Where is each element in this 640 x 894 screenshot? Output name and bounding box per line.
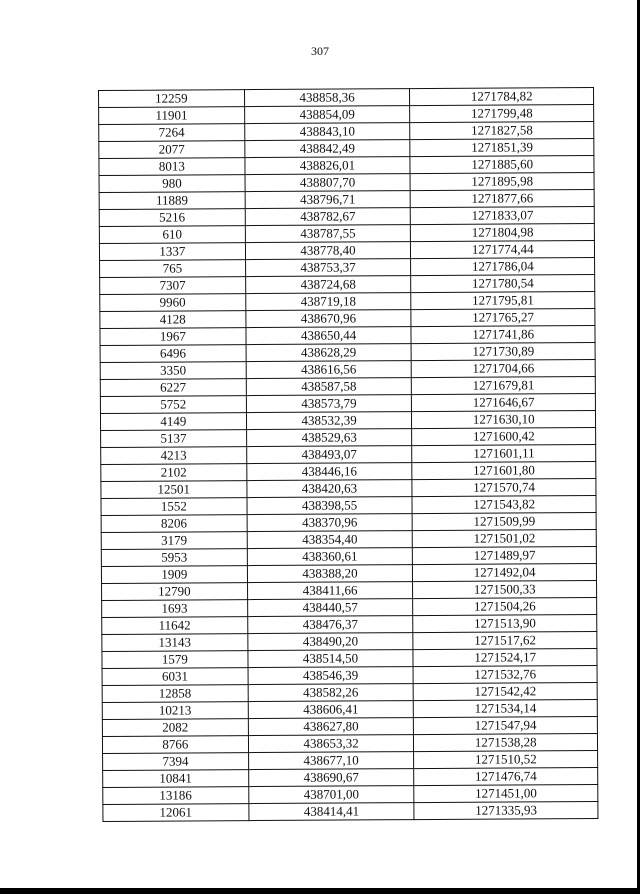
point-number-cell: 5752 bbox=[100, 396, 246, 414]
y-coordinate-cell: 1271570,74 bbox=[412, 478, 596, 496]
point-number-cell: 980 bbox=[99, 175, 245, 193]
point-number-cell: 8013 bbox=[99, 158, 245, 176]
x-coordinate-cell: 438411,66 bbox=[247, 582, 413, 600]
point-number-cell: 2082 bbox=[102, 719, 248, 737]
x-coordinate-cell: 438650,44 bbox=[246, 327, 412, 345]
y-coordinate-cell: 1271534,14 bbox=[414, 699, 598, 717]
coordinates-table bbox=[98, 87, 598, 822]
coordinates-table-body bbox=[99, 87, 598, 821]
y-coordinate-cell: 1271504,26 bbox=[413, 597, 597, 615]
x-coordinate-cell: 438388,20 bbox=[247, 565, 413, 583]
y-coordinate-cell: 1271877,66 bbox=[411, 189, 595, 207]
point-number-cell: 12061 bbox=[103, 804, 249, 822]
y-coordinate-cell: 1271601,11 bbox=[412, 444, 596, 462]
y-coordinate-cell: 1271542,42 bbox=[414, 682, 598, 700]
x-coordinate-cell: 438653,32 bbox=[248, 735, 414, 753]
point-number-cell: 5137 bbox=[101, 430, 247, 448]
y-coordinate-cell: 1271833,07 bbox=[411, 206, 595, 224]
table-row bbox=[103, 801, 598, 821]
x-coordinate-cell: 438854,09 bbox=[244, 106, 410, 124]
x-coordinate-cell: 438826,01 bbox=[245, 157, 411, 175]
y-coordinate-cell: 1271730,89 bbox=[411, 342, 595, 360]
x-coordinate-cell: 438529,63 bbox=[246, 429, 412, 447]
y-coordinate-cell: 1271851,39 bbox=[410, 138, 594, 156]
y-coordinate-cell: 1271509,99 bbox=[412, 512, 596, 530]
y-coordinate-cell: 1271765,27 bbox=[411, 308, 595, 326]
point-number-cell: 4213 bbox=[101, 447, 247, 465]
y-coordinate-cell: 1271451,00 bbox=[414, 784, 598, 802]
x-coordinate-cell: 438701,00 bbox=[248, 786, 414, 804]
x-coordinate-cell: 438677,10 bbox=[248, 752, 414, 770]
point-number-cell: 7307 bbox=[100, 277, 246, 295]
point-number-cell: 1579 bbox=[102, 651, 248, 669]
y-coordinate-cell: 1271489,97 bbox=[413, 546, 597, 564]
x-coordinate-cell: 438690,67 bbox=[248, 769, 414, 787]
x-coordinate-cell: 438546,39 bbox=[248, 667, 414, 685]
x-coordinate-cell: 438796,71 bbox=[245, 191, 411, 209]
point-number-cell: 1693 bbox=[102, 600, 248, 618]
y-coordinate-cell: 1271547,94 bbox=[414, 716, 598, 734]
point-number-cell: 4149 bbox=[100, 413, 246, 431]
point-number-cell: 7264 bbox=[99, 124, 245, 142]
y-coordinate-cell: 1271799,48 bbox=[410, 104, 594, 122]
y-coordinate-cell: 1271543,82 bbox=[412, 495, 596, 513]
y-coordinate-cell: 1271630,10 bbox=[412, 410, 596, 428]
x-coordinate-cell: 438573,79 bbox=[246, 395, 412, 413]
y-coordinate-cell: 1271804,98 bbox=[411, 223, 595, 241]
y-coordinate-cell: 1271510,52 bbox=[414, 750, 598, 768]
y-coordinate-cell: 1271492,04 bbox=[413, 563, 597, 581]
point-number-cell: 10841 bbox=[103, 770, 249, 788]
x-coordinate-cell: 438490,20 bbox=[248, 633, 414, 651]
x-coordinate-cell: 438606,41 bbox=[248, 701, 414, 719]
point-number-cell: 1967 bbox=[100, 328, 246, 346]
x-coordinate-cell: 438858,36 bbox=[244, 89, 410, 107]
point-number-cell: 4128 bbox=[100, 311, 246, 329]
x-coordinate-cell: 438807,70 bbox=[245, 174, 411, 192]
page-edge-bottom bbox=[0, 888, 640, 894]
point-number-cell: 5216 bbox=[99, 209, 245, 227]
y-coordinate-cell: 1271538,28 bbox=[414, 733, 598, 751]
point-number-cell: 12858 bbox=[102, 685, 248, 703]
x-coordinate-cell: 438354,40 bbox=[247, 531, 413, 549]
point-number-cell: 7394 bbox=[103, 753, 249, 771]
x-coordinate-cell: 438370,96 bbox=[247, 514, 413, 532]
point-number-cell: 8206 bbox=[101, 515, 247, 533]
x-coordinate-cell: 438724,68 bbox=[245, 276, 411, 294]
x-coordinate-cell: 438582,26 bbox=[248, 684, 414, 702]
x-coordinate-cell: 438670,96 bbox=[246, 310, 412, 328]
y-coordinate-cell: 1271704,66 bbox=[412, 359, 596, 377]
point-number-cell: 1337 bbox=[99, 243, 245, 261]
point-number-cell: 6496 bbox=[100, 345, 246, 363]
y-coordinate-cell: 1271600,42 bbox=[412, 427, 596, 445]
x-coordinate-cell: 438628,29 bbox=[246, 344, 412, 362]
x-coordinate-cell: 438514,50 bbox=[248, 650, 414, 668]
point-number-cell: 3350 bbox=[100, 362, 246, 380]
x-coordinate-cell: 438843,10 bbox=[244, 123, 410, 141]
x-coordinate-cell: 438440,57 bbox=[247, 599, 413, 617]
point-number-cell: 3179 bbox=[101, 532, 247, 550]
point-number-cell: 610 bbox=[99, 226, 245, 244]
y-coordinate-cell: 1271784,82 bbox=[410, 87, 594, 105]
x-coordinate-cell: 438360,61 bbox=[247, 548, 413, 566]
y-coordinate-cell: 1271513,90 bbox=[413, 614, 597, 632]
y-coordinate-cell: 1271780,54 bbox=[411, 274, 595, 292]
point-number-cell: 5953 bbox=[101, 549, 247, 567]
x-coordinate-cell: 438398,55 bbox=[247, 497, 413, 515]
point-number-cell: 8766 bbox=[102, 736, 248, 754]
x-coordinate-cell: 438616,56 bbox=[246, 361, 412, 379]
x-coordinate-cell: 438842,49 bbox=[244, 140, 410, 158]
point-number-cell: 6227 bbox=[100, 379, 246, 397]
point-number-cell: 1909 bbox=[101, 566, 247, 584]
point-number-cell: 9960 bbox=[100, 294, 246, 312]
point-number-cell: 12259 bbox=[99, 90, 245, 108]
x-coordinate-cell: 438414,41 bbox=[249, 803, 415, 821]
x-coordinate-cell: 438787,55 bbox=[245, 225, 411, 243]
point-number-cell: 2102 bbox=[101, 464, 247, 482]
x-coordinate-cell: 438778,40 bbox=[245, 242, 411, 260]
y-coordinate-cell: 1271476,74 bbox=[414, 767, 598, 785]
y-coordinate-cell: 1271646,67 bbox=[412, 393, 596, 411]
y-coordinate-cell: 1271786,04 bbox=[411, 257, 595, 275]
x-coordinate-cell: 438476,37 bbox=[247, 616, 413, 634]
x-coordinate-cell: 438627,80 bbox=[248, 718, 414, 736]
x-coordinate-cell: 438782,67 bbox=[245, 208, 411, 226]
y-coordinate-cell: 1271741,86 bbox=[411, 325, 595, 343]
y-coordinate-cell: 1271679,81 bbox=[412, 376, 596, 394]
y-coordinate-cell: 1271335,93 bbox=[414, 801, 598, 819]
point-number-cell: 12790 bbox=[102, 583, 248, 601]
y-coordinate-cell: 1271532,76 bbox=[413, 665, 597, 683]
y-coordinate-cell: 1271500,33 bbox=[413, 580, 597, 598]
point-number-cell: 11642 bbox=[102, 617, 248, 635]
point-number-cell: 11889 bbox=[99, 192, 245, 210]
y-coordinate-cell: 1271524,17 bbox=[413, 648, 597, 666]
page-number: 307 bbox=[311, 44, 329, 58]
point-number-cell: 765 bbox=[100, 260, 246, 278]
x-coordinate-cell: 438753,37 bbox=[245, 259, 411, 277]
y-coordinate-cell: 1271501,02 bbox=[413, 529, 597, 547]
point-number-cell: 1552 bbox=[101, 498, 247, 516]
y-coordinate-cell: 1271774,44 bbox=[411, 240, 595, 258]
point-number-cell: 13186 bbox=[103, 787, 249, 805]
y-coordinate-cell: 1271517,62 bbox=[413, 631, 597, 649]
y-coordinate-cell: 1271895,98 bbox=[410, 172, 594, 190]
x-coordinate-cell: 438532,39 bbox=[246, 412, 412, 430]
point-number-cell: 13143 bbox=[102, 634, 248, 652]
y-coordinate-cell: 1271795,81 bbox=[411, 291, 595, 309]
point-number-cell: 2077 bbox=[99, 141, 245, 159]
y-coordinate-cell: 1271827,58 bbox=[410, 121, 594, 139]
x-coordinate-cell: 438446,16 bbox=[246, 463, 412, 481]
x-coordinate-cell: 438420,63 bbox=[247, 480, 413, 498]
y-coordinate-cell: 1271601,80 bbox=[412, 461, 596, 479]
x-coordinate-cell: 438587,58 bbox=[246, 378, 412, 396]
point-number-cell: 6031 bbox=[102, 668, 248, 686]
y-coordinate-cell: 1271885,60 bbox=[410, 155, 594, 173]
x-coordinate-cell: 438719,18 bbox=[245, 293, 411, 311]
x-coordinate-cell: 438493,07 bbox=[246, 446, 412, 464]
point-number-cell: 11901 bbox=[99, 107, 245, 125]
point-number-cell: 12501 bbox=[101, 481, 247, 499]
point-number-cell: 10213 bbox=[102, 702, 248, 720]
